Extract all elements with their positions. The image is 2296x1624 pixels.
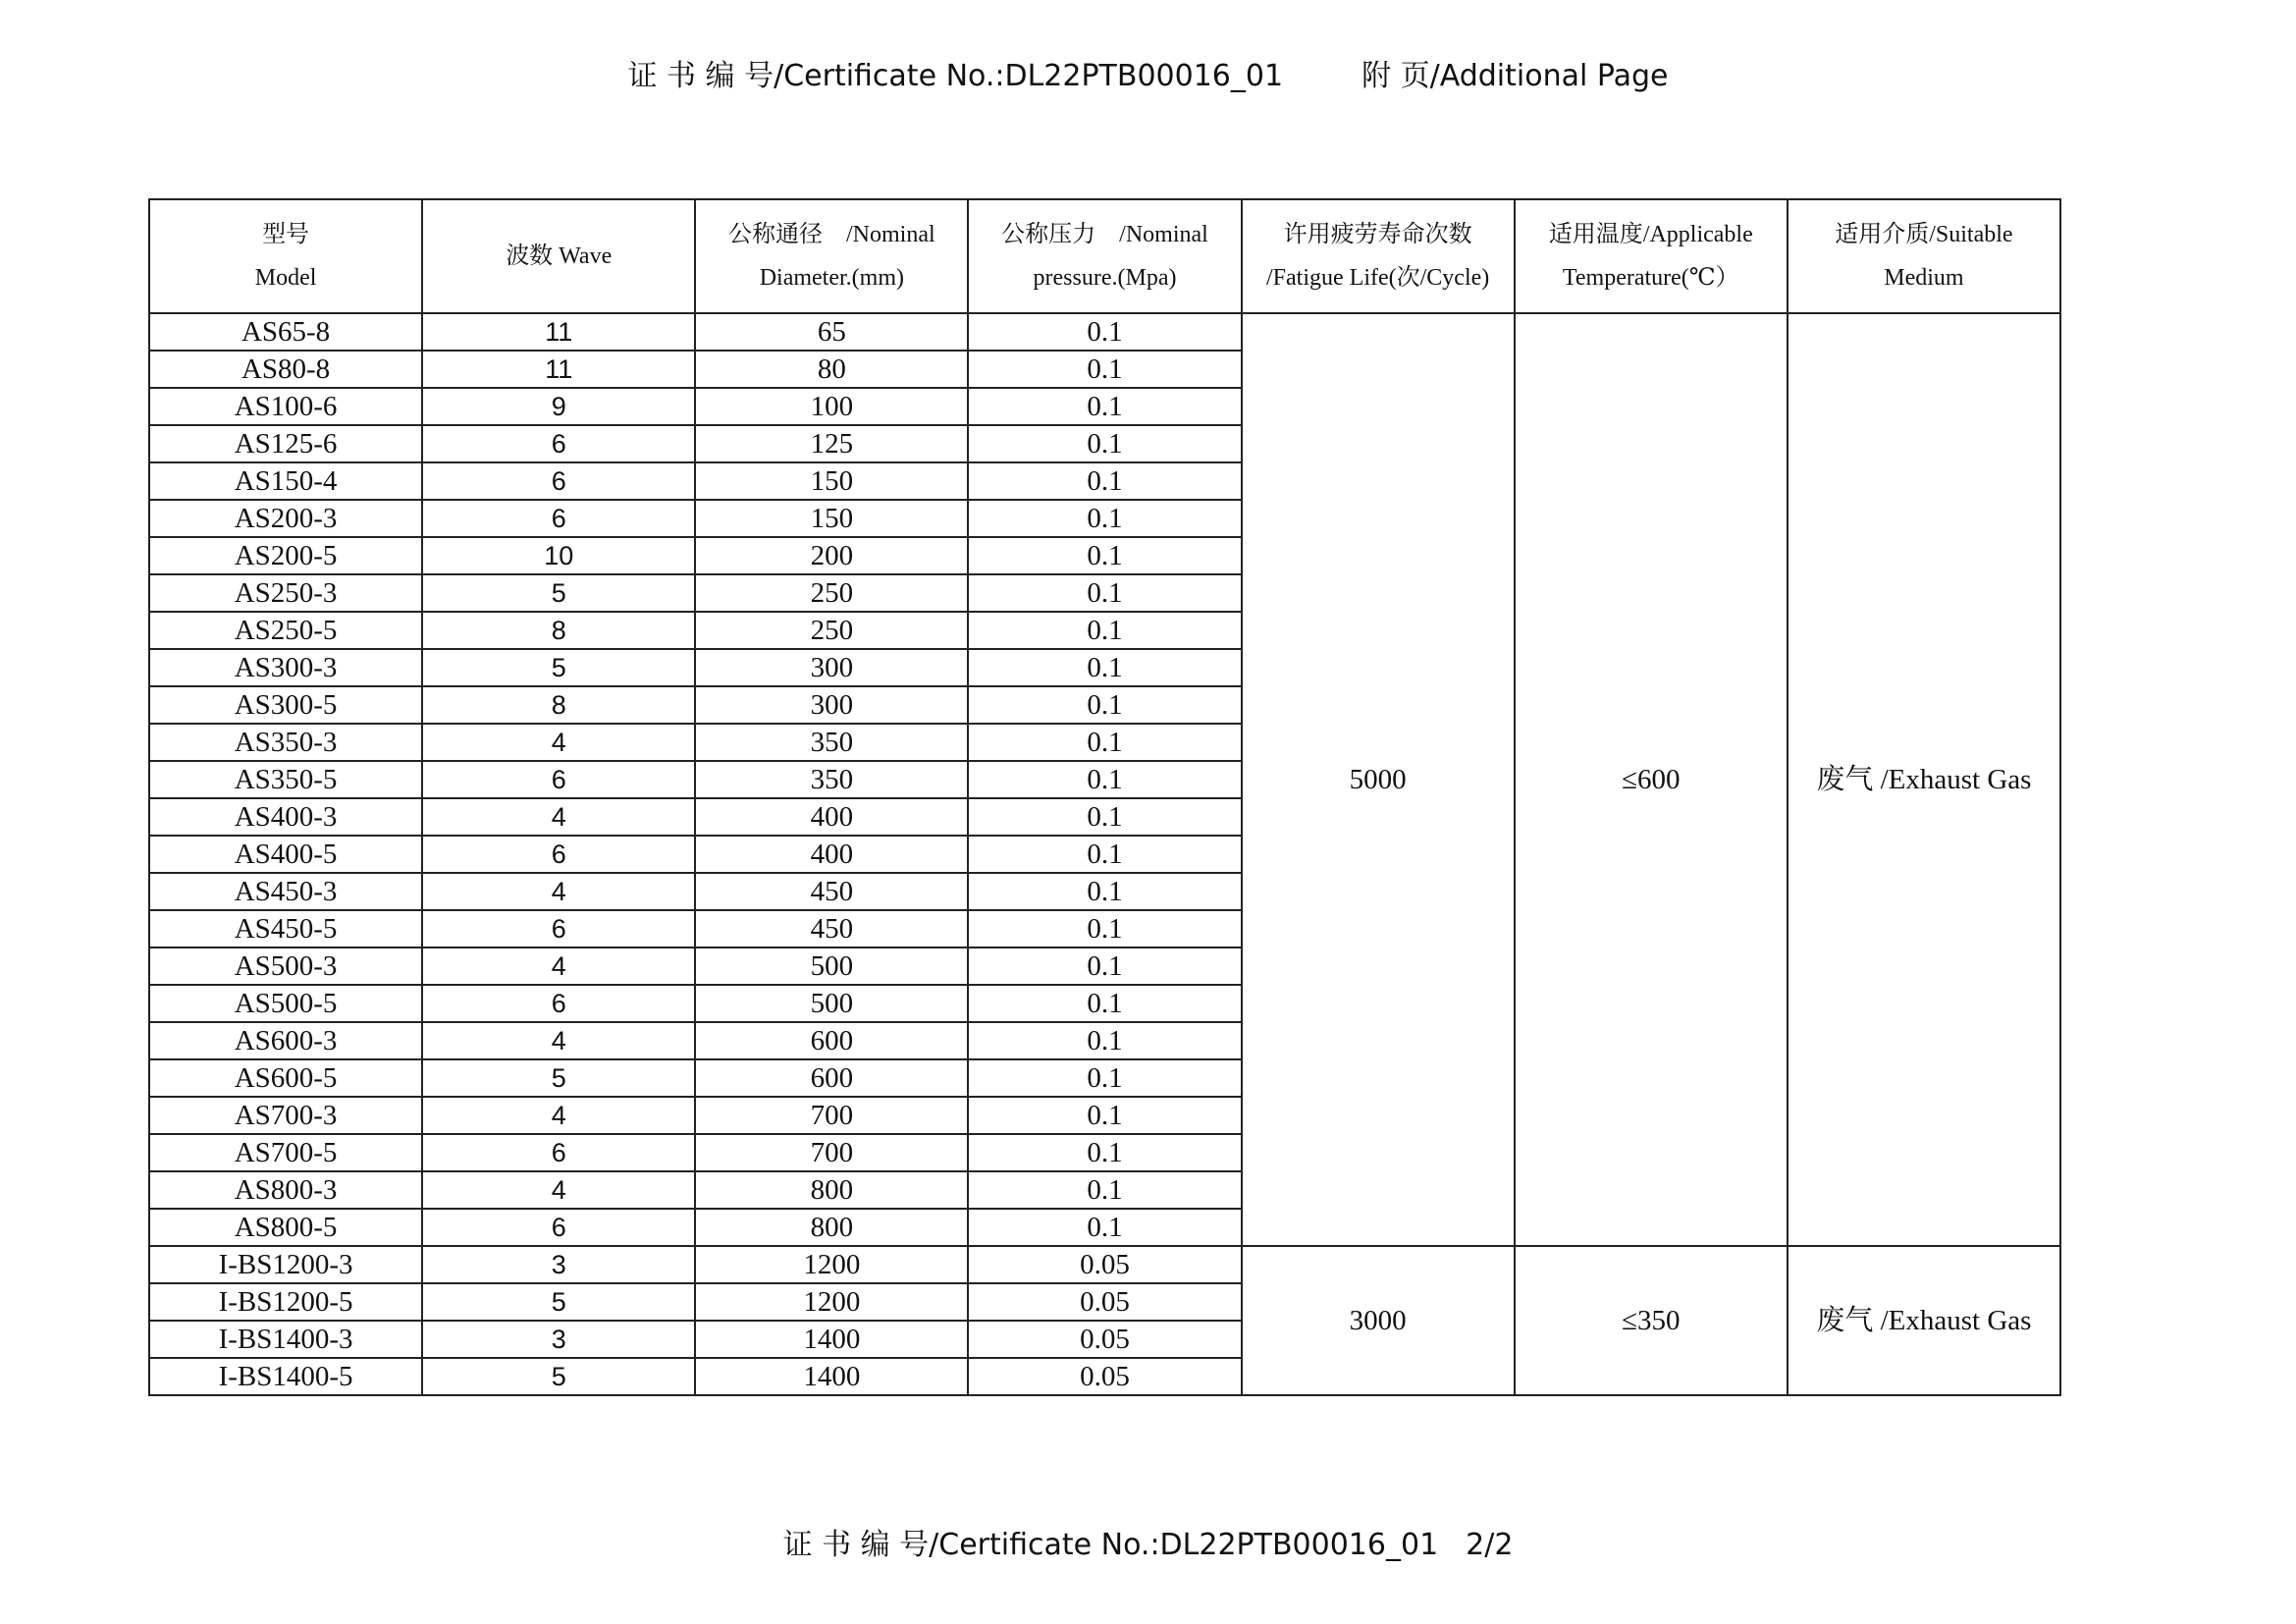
cell-diameter: 125 — [695, 425, 968, 462]
cell-diameter: 450 — [695, 910, 968, 947]
cell-model: AS500-3 — [149, 947, 422, 985]
cell-wave: 6 — [422, 985, 695, 1022]
cell-pressure: 0.1 — [968, 574, 1241, 612]
column-header-line: Medium — [1884, 265, 1964, 291]
cell-diameter: 800 — [695, 1209, 968, 1246]
cell-pressure: 0.1 — [968, 1059, 1241, 1097]
cell-pressure: 0.1 — [968, 612, 1241, 649]
cell-wave: 4 — [422, 1171, 695, 1209]
cell-wave: 5 — [422, 1283, 695, 1321]
cell-wave: 6 — [422, 836, 695, 873]
page-footer — [0, 1520, 2296, 1563]
cell-diameter: 700 — [695, 1134, 968, 1171]
cell-pressure: 0.05 — [968, 1358, 1241, 1395]
cell-diameter: 350 — [695, 761, 968, 798]
cell-temperature: ≤600 — [1515, 313, 1788, 1246]
column-header-line: 公称压力 /Nominal — [1001, 222, 1208, 247]
cell-model: AS400-5 — [149, 836, 422, 873]
cell-diameter: 500 — [695, 947, 968, 985]
cell-temperature: ≤350 — [1515, 1246, 1788, 1395]
cell-pressure: 0.1 — [968, 1022, 1241, 1059]
cell-pressure: 0.1 — [968, 910, 1241, 947]
cell-pressure: 0.1 — [968, 500, 1241, 537]
cell-model: AS200-3 — [149, 500, 422, 537]
cell-model: AS450-5 — [149, 910, 422, 947]
cell-diameter: 800 — [695, 1171, 968, 1209]
cell-diameter: 150 — [695, 500, 968, 537]
cell-pressure: 0.1 — [968, 1209, 1241, 1246]
cell-pressure: 0.1 — [968, 1134, 1241, 1171]
column-header-line: Temperature(℃） — [1562, 265, 1739, 291]
column-header-model — [149, 199, 422, 313]
column-header-line: 适用温度/Applicable — [1548, 222, 1753, 247]
cell-pressure: 0.1 — [968, 425, 1241, 462]
cell-model: I-BS1400-3 — [149, 1321, 422, 1358]
cell-pressure: 0.1 — [968, 1171, 1241, 1209]
cell-model: AS800-3 — [149, 1171, 422, 1209]
column-header-temperature — [1515, 199, 1788, 313]
cell-model: AS600-5 — [149, 1059, 422, 1097]
cell-pressure: 0.1 — [968, 537, 1241, 574]
cell-diameter: 300 — [695, 649, 968, 686]
cell-pressure: 0.1 — [968, 985, 1241, 1022]
cell-diameter: 150 — [695, 462, 968, 500]
cell-diameter: 80 — [695, 351, 968, 388]
cell-model: AS250-3 — [149, 574, 422, 612]
column-header-line: 公称通径 /Nominal — [728, 222, 935, 247]
cell-wave: 4 — [422, 873, 695, 910]
cell-wave: 6 — [422, 500, 695, 537]
cell-model: AS450-3 — [149, 873, 422, 910]
cell-diameter: 65 — [695, 313, 968, 351]
cell-model: AS500-5 — [149, 985, 422, 1022]
column-header-line: 适用介质/Suitable — [1835, 222, 2013, 247]
cell-wave: 6 — [422, 462, 695, 500]
table-row — [149, 313, 2060, 351]
cell-pressure: 0.1 — [968, 836, 1241, 873]
cell-wave: 5 — [422, 1358, 695, 1395]
cell-diameter: 450 — [695, 873, 968, 910]
table-header — [149, 199, 2060, 313]
column-header-line: 许用疲劳寿命次数 — [1283, 222, 1472, 247]
cell-wave: 9 — [422, 388, 695, 425]
cell-model: I-BS1200-5 — [149, 1283, 422, 1321]
cell-model: AS80-8 — [149, 351, 422, 388]
cell-model: AS150-4 — [149, 462, 422, 500]
cell-wave: 5 — [422, 649, 695, 686]
cell-model: AS250-5 — [149, 612, 422, 649]
cell-diameter: 100 — [695, 388, 968, 425]
cell-pressure: 0.1 — [968, 1097, 1241, 1134]
cell-model: AS65-8 — [149, 313, 422, 351]
column-header-line: /Fatigue Life(次/Cycle) — [1266, 265, 1490, 291]
column-header-medium — [1788, 199, 2060, 313]
cell-pressure: 0.1 — [968, 686, 1241, 724]
cell-diameter: 350 — [695, 724, 968, 761]
footer-page-number: 2/2 — [1466, 1528, 1514, 1562]
cell-wave: 10 — [422, 537, 695, 574]
cell-diameter: 400 — [695, 836, 968, 873]
cell-medium: 废气 /Exhaust Gas — [1788, 1246, 2060, 1395]
cell-wave: 4 — [422, 798, 695, 836]
cell-pressure: 0.05 — [968, 1321, 1241, 1358]
cell-model: AS300-3 — [149, 649, 422, 686]
cell-wave: 6 — [422, 1209, 695, 1246]
cell-diameter: 250 — [695, 574, 968, 612]
cell-diameter: 700 — [695, 1097, 968, 1134]
cell-diameter: 1200 — [695, 1246, 968, 1283]
cell-pressure: 0.1 — [968, 388, 1241, 425]
cell-diameter: 400 — [695, 798, 968, 836]
cell-diameter: 300 — [695, 686, 968, 724]
cell-pressure: 0.1 — [968, 873, 1241, 910]
cell-diameter: 200 — [695, 537, 968, 574]
cell-pressure: 0.1 — [968, 351, 1241, 388]
cell-model: AS800-5 — [149, 1209, 422, 1246]
column-header-wave — [422, 199, 695, 313]
cell-model: AS200-5 — [149, 537, 422, 574]
cell-wave: 8 — [422, 612, 695, 649]
cell-model: AS700-3 — [149, 1097, 422, 1134]
cell-diameter: 250 — [695, 612, 968, 649]
cell-pressure: 0.1 — [968, 798, 1241, 836]
cell-wave: 6 — [422, 761, 695, 798]
cell-pressure: 0.1 — [968, 462, 1241, 500]
cell-medium: 废气 /Exhaust Gas — [1788, 313, 2060, 1246]
cell-model: AS400-3 — [149, 798, 422, 836]
column-header-nominal-diameter — [695, 199, 968, 313]
cell-model: I-BS1400-5 — [149, 1358, 422, 1395]
cell-diameter: 500 — [695, 985, 968, 1022]
cell-wave: 3 — [422, 1246, 695, 1283]
page-header — [0, 51, 2296, 94]
cell-diameter: 1200 — [695, 1283, 968, 1321]
certificate-table — [148, 198, 2061, 1396]
column-header-nominal-pressure — [968, 199, 1241, 313]
cell-wave: 11 — [422, 351, 695, 388]
column-header-line: pressure.(Mpa) — [1033, 265, 1177, 291]
cell-pressure: 0.1 — [968, 724, 1241, 761]
footer-certificate-number: 证 书 编 号/Certificate No.:DL22PTB00016_01 — [782, 1528, 1439, 1562]
table-row — [149, 1246, 2060, 1283]
cell-pressure: 0.1 — [968, 649, 1241, 686]
cell-wave: 5 — [422, 574, 695, 612]
cell-diameter: 1400 — [695, 1321, 968, 1358]
cell-pressure: 0.1 — [968, 947, 1241, 985]
cell-wave: 3 — [422, 1321, 695, 1358]
cell-wave: 6 — [422, 1134, 695, 1171]
cell-diameter: 600 — [695, 1022, 968, 1059]
cell-diameter: 600 — [695, 1059, 968, 1097]
cell-pressure: 0.1 — [968, 761, 1241, 798]
cell-wave: 4 — [422, 1022, 695, 1059]
column-header-fatigue-life — [1242, 199, 1515, 313]
cell-wave: 5 — [422, 1059, 695, 1097]
cell-fatigue-life: 3000 — [1242, 1246, 1515, 1395]
cell-model: AS350-3 — [149, 724, 422, 761]
cell-diameter: 1400 — [695, 1358, 968, 1395]
header-page-label: 附 页/Additional Page — [1362, 59, 1669, 93]
cell-wave: 8 — [422, 686, 695, 724]
cell-wave: 4 — [422, 1097, 695, 1134]
cell-model: AS125-6 — [149, 425, 422, 462]
cell-wave: 6 — [422, 425, 695, 462]
cell-pressure: 0.05 — [968, 1283, 1241, 1321]
cell-model: AS350-5 — [149, 761, 422, 798]
column-header-line: 波数 Wave — [506, 244, 613, 269]
table-body — [149, 313, 2060, 1395]
cell-wave: 4 — [422, 947, 695, 985]
cell-wave: 4 — [422, 724, 695, 761]
cell-pressure: 0.05 — [968, 1246, 1241, 1283]
cell-wave: 6 — [422, 910, 695, 947]
cell-pressure: 0.1 — [968, 313, 1241, 351]
cell-model: AS300-5 — [149, 686, 422, 724]
column-header-line: Model — [254, 265, 317, 291]
cell-model: AS700-5 — [149, 1134, 422, 1171]
cell-model: AS600-3 — [149, 1022, 422, 1059]
cell-model: AS100-6 — [149, 388, 422, 425]
column-header-line: Diameter.(mm) — [759, 265, 904, 291]
column-header-line: 型号 — [262, 222, 310, 247]
cell-fatigue-life: 5000 — [1242, 313, 1515, 1246]
header-certificate-number: 证 书 编 号/Certificate No.:DL22PTB00016_01 — [627, 59, 1284, 93]
cell-model: I-BS1200-3 — [149, 1246, 422, 1283]
header-row — [149, 199, 2060, 313]
cell-wave: 11 — [422, 313, 695, 351]
